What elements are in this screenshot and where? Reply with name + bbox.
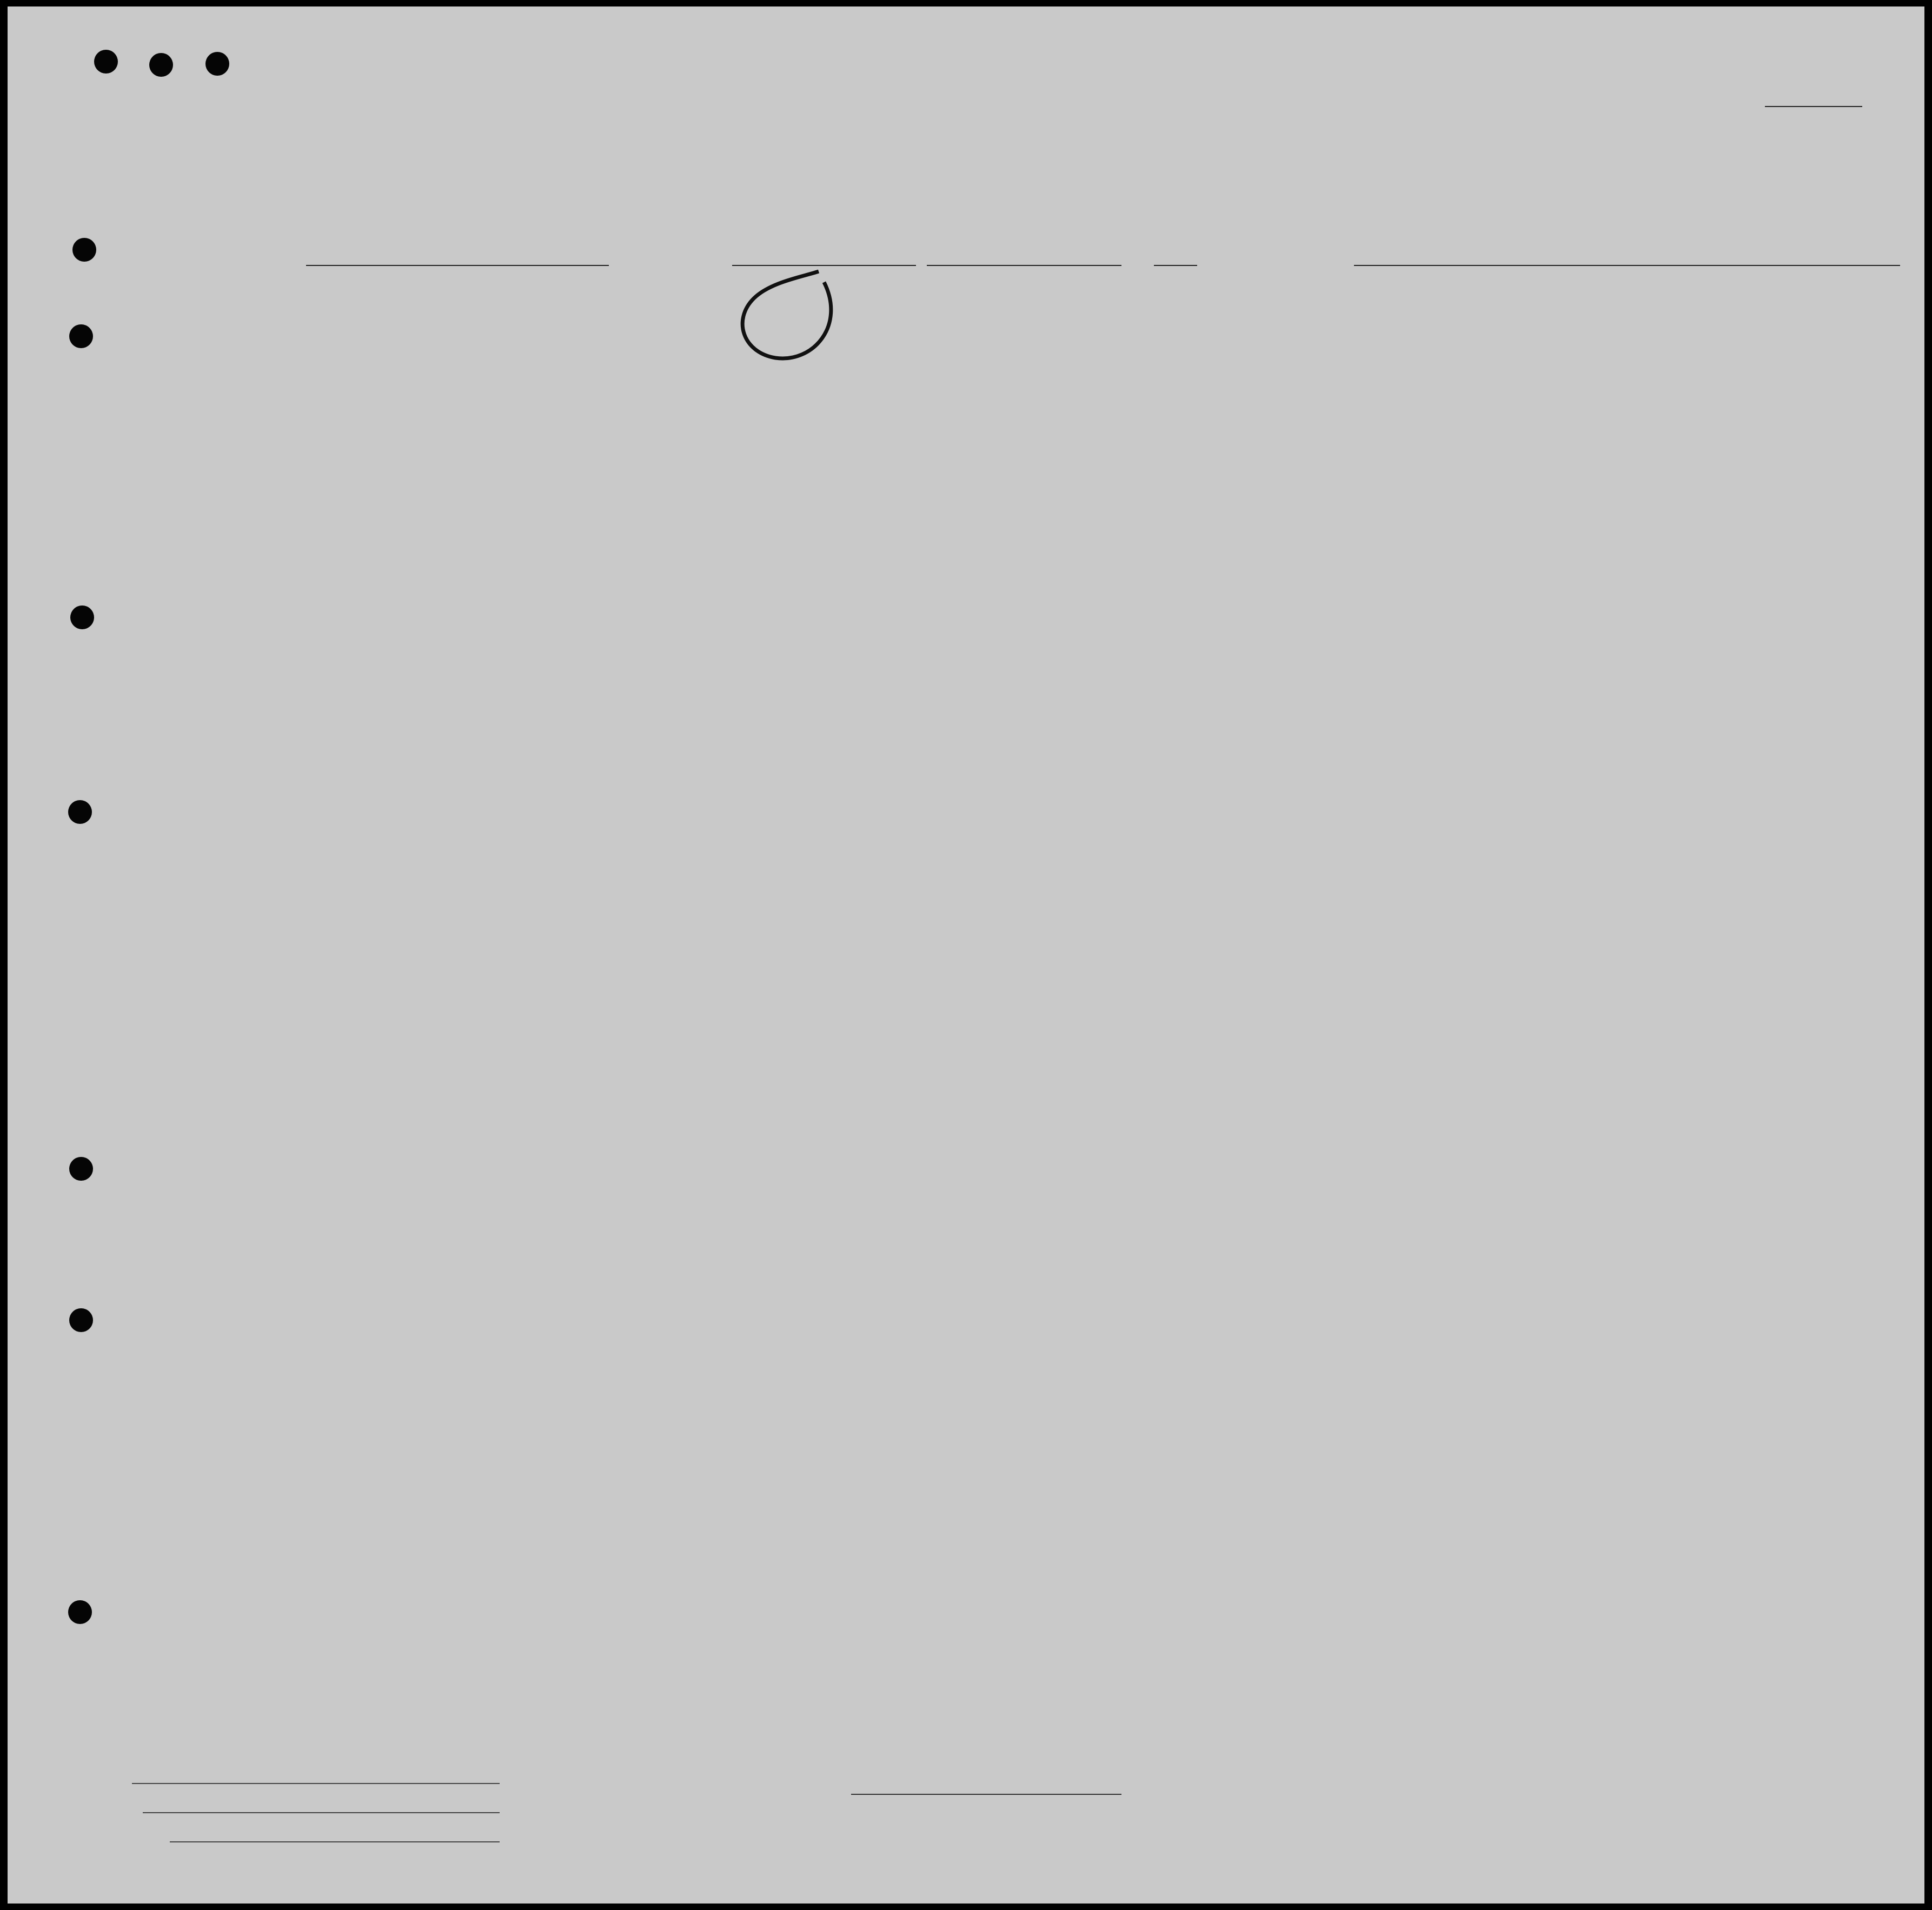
line-underline — [132, 1783, 500, 1784]
manifest-sheet — [8, 6, 1924, 1904]
signature-underline — [851, 1794, 1121, 1795]
owners-underline — [143, 1812, 500, 1813]
agents-underline — [170, 1841, 500, 1842]
check-marks — [8, 6, 1924, 1904]
